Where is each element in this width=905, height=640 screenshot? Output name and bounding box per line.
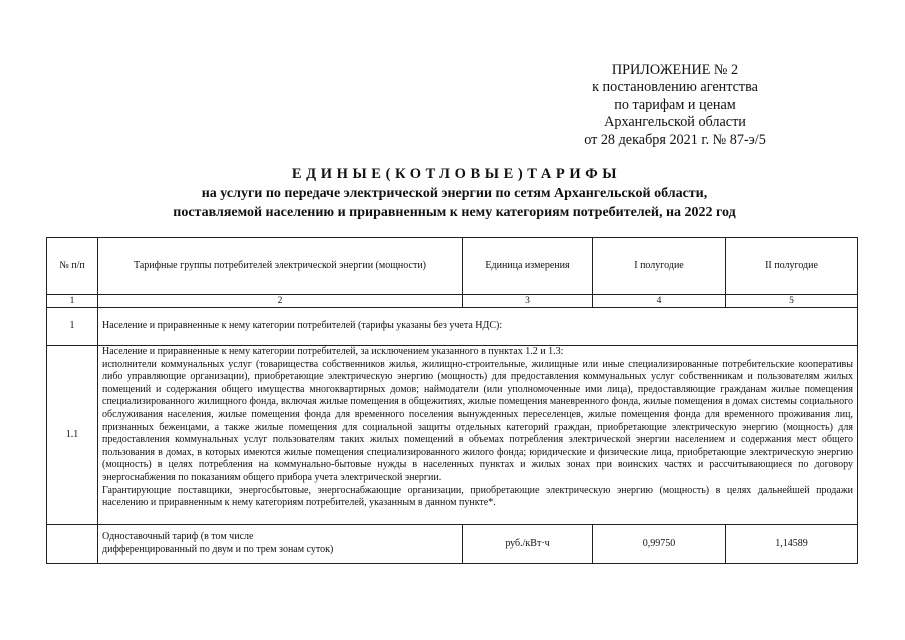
appendix-title: ПРИЛОЖЕНИЕ № 2 [611, 62, 739, 78]
column-number: 4 [593, 295, 726, 308]
row-number: 1 [47, 308, 98, 346]
appendix-date: от 28 декабря 2021 г. № 87-э/5 [584, 131, 766, 148]
tariff-unit: руб./кВт·ч [463, 525, 593, 564]
appendix-block [520, 62, 830, 149]
column-number: 1 [47, 295, 98, 308]
tariff-name-line: Одноставочный тариф (в том числе [102, 531, 254, 543]
column-number: 5 [726, 295, 858, 308]
column-number-row [47, 295, 858, 308]
column-number: 3 [463, 295, 593, 308]
header-unit: Единица измерения [463, 238, 593, 295]
table-header-row [47, 238, 858, 295]
table-row-1-1 [47, 346, 858, 525]
row-description [98, 346, 858, 525]
tariff-name [98, 525, 463, 564]
row-number: 1.1 [47, 346, 98, 525]
title-subtitle-line1: на услуги по передаче электрической энергии по сетям Архангельской области, [201, 186, 708, 201]
header-number: № п/п [47, 238, 98, 295]
header-tariff-groups: Тарифные группы потребителей электрической энергии (мощности) [98, 238, 463, 295]
table-row-section-1 [47, 308, 858, 346]
section-description: Население и приравненные к нему категории потребителей (тарифы указаны без учета НДС): [98, 308, 858, 346]
title-main: ЕДИНЫЕ(КОТЛОВЫЕ)ТАРИФЫ [291, 166, 622, 182]
description-paragraph: Население и приравненные к нему категории потребителей, за исключением указанного в пунктах 1.2 и 1.3: [102, 346, 564, 357]
tariff-value-second-half: 1,14589 [726, 525, 858, 564]
appendix-line: по тарифам и ценам [614, 96, 736, 113]
tariff-value-first-half: 0,99750 [593, 525, 726, 564]
document-title [0, 164, 905, 222]
description-paragraph: Гарантирующие поставщики, энергосбытовые, энергоснабжающие организации, приобретающие электрическую энергию (мощность) в целях дальнейшей продажи населению и приравненным к нему категориям потребителей, указанным в данном пункте*. [102, 484, 853, 509]
table-row-tariff [47, 525, 858, 564]
title-subtitle-line2: поставляемой населению и приравненным к нему категориям потребителей, на 2022 год [173, 205, 736, 220]
appendix-line: Архангельской области [604, 114, 746, 131]
appendix-line: к постановлению агентства [592, 79, 758, 96]
header-second-half: II полугодие [726, 238, 858, 295]
column-number: 2 [98, 295, 463, 308]
description-paragraph: исполнители коммунальных услуг (товарищества собственников жилья, жилищно-строительные, жилищные или иные специализированные потребительские кооперативы либо управляющие организации), приобретающие электрическую энергию (мощность) для предоставления коммунальных услуг собственникам и пользователям жилых помещений и содержания общего имущества многоквартирных домов; наймодатели (или уполномоченные ими лица), предоставляющие гражданам жилые помещения специализированного жилищного фонда, включая жилые помещения в общежитиях, жилые помещения маневренного фонда, жилые помещения в домах системы социального обслуживания населения, жилые помещения фонда для временного поселения вынужденных переселенцев, жилые помещения фонда для временного проживания лиц, признанных беженцами, а также жилые помещения для социальной защиты отдельных категорий граждан, приобретающие электрическую энергию (мощность) для предоставления коммунальных услуг пользователям таких жилых помещений в объемах потребления электрической энергии населением и содержания мест общего пользования в домах, в которых имеются жилые помещения специализированного жилого фонда; юридические и физические лица, приобретающие электрическую энергию (мощность) в целях потребления на коммунально-бытовые нужды в населенных пунктах и жилых зонах при воинских частях и рассчитывающиеся по договору энергоснабжения по показаниям общего прибора учета электрической энергии. [102, 358, 853, 483]
tariff-name-line: дифференцированный по двум и по трем зонам суток) [102, 544, 334, 555]
tariffs-table [46, 237, 858, 564]
header-first-half: I полугодие [593, 238, 726, 295]
empty-cell [47, 525, 98, 564]
